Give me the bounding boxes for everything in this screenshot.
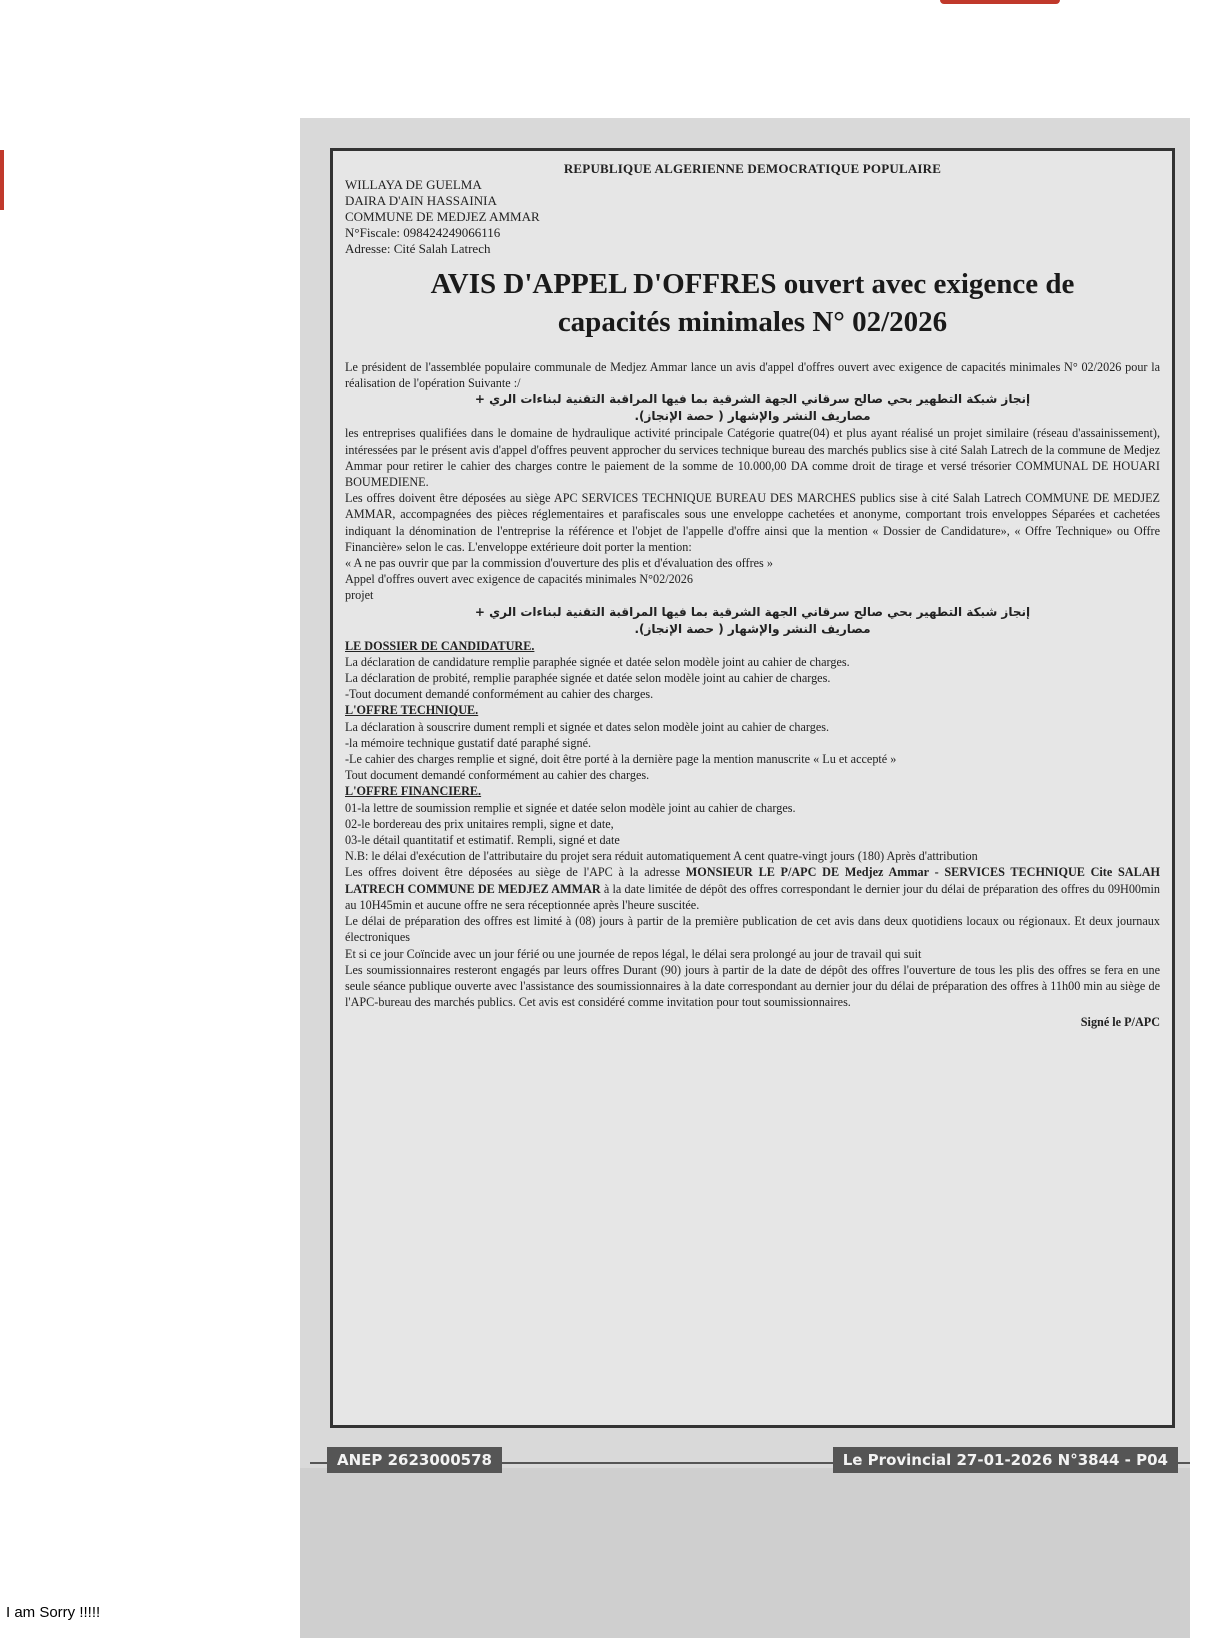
deposit-text-start: Les offres doivent être déposées au siège de l'APC à la adresse	[345, 865, 686, 880]
project-arabic-repeat-2: مصاريف النشر والإشهار ( حصة الإنجاز).	[634, 621, 871, 636]
project-arabic-line-2: مصاريف النشر والإشهار ( حصة الإنجاز).	[634, 409, 871, 424]
deposit-address: MONSIEUR LE P/APC DE Medjez Ammar - SERVICES TECHNIQUE Cite SALAH LATRECH COMMUNE DE MEDJEZ AMMAR	[345, 865, 1160, 896]
projet-label: projet	[345, 588, 374, 603]
technique-item: -Le cahier des charges remplie et signé, doit être porté à la dernière page la mention manuscrite « Lu et accepté »	[345, 752, 897, 767]
top-red-mark	[940, 0, 1060, 4]
tender-notice	[330, 148, 1175, 1469]
deposit-text-end: à la date limitée de dépôt des offres correspondant le dernier jour du délai de préparation des offres du 09H00min au 10H45min et aucune offre ne sera réceptionnée après l'heure suscitée.	[345, 881, 1160, 912]
mention-paragraph: « A ne pas ouvrir que par la commission d'ouverture des plis et d'évaluation des offres »	[345, 556, 773, 571]
financiere-item: 03-le détail quantitatif et estimatif. Rempli, signé et date	[345, 833, 620, 848]
appel-paragraph: Appel d'offres ouvert avec exigence de capacités minimales N°02/2026	[345, 572, 693, 587]
financiere-heading: L'OFFRE FINANCIERE.	[345, 784, 482, 799]
anep-reference-badge: ANEP 2623000578	[327, 1447, 502, 1473]
fiscal-number-line: N°Fiscale: 098424249066116	[345, 225, 501, 240]
candidature-item: La déclaration de probité, remplie paraphée signée et datée selon modèle joint au cahier de charges.	[345, 671, 831, 686]
page-lower-area	[300, 1468, 1190, 1638]
financiere-item: 01-la lettre de soumission remplie et signée et datée selon modèle joint au cahier de charges.	[345, 800, 796, 815]
enterprises-paragraph: les entreprises qualifiées dans le domaine de hydraulique activité principale Catégorie quatre(04) et plus ayant réalisé un projet similaire (réseau d'assainissement), intéressées par le présent avis d'appel d'offres peuvent approcher du services technique bureau des marchés publics sise à cité Salah Latrech de la commune de Medjez Ammar pour retirer le cahier des charges contre le paiement de la somme de 10.000,00 DA comme droit de tirage et versé trésorier COMMUNAL DE HOUARI BOUMEDIENE.	[345, 426, 1160, 490]
left-red-mark	[0, 150, 4, 210]
caption-text: I am Sorry !!!!!	[6, 1604, 101, 1621]
technique-heading: L'OFFRE TECHNIQUE.	[345, 703, 479, 718]
technique-item: La déclaration à souscrire dument rempli et signée et dates selon modèle joint au cahier de charges.	[345, 719, 830, 734]
financiere-item: 02-le bordereau des prix unitaires rempli, signe et date,	[345, 816, 614, 831]
notice-body	[345, 359, 1160, 1031]
title-line-1: AVIS D'APPEL D'OFFRES ouvert avec exigence de	[430, 268, 1075, 300]
offers-paragraph: Les offres doivent être déposées au siège APC SERVICES TECHNIQUE BUREAU DES MARCHES publics sise à cité Salah Latrech COMMUNE DE MEDJEZ AMMAR, accompagnées des pièces réglementaires et parafiscales sous une enveloppe cachetées et anonyme, comportant trois enveloppes Séparées et cachetées indiquant la dénomination de l'entreprise la référence et l'objet de l'appelle d'offre ainsi que la mention « Dossier de Candidature», « Offre Technique» ou Offre Financière» selon le cas. L'enveloppe extérieure doit porter la mention:	[345, 491, 1160, 554]
deposit-paragraph	[345, 864, 1160, 913]
republic-heading: REPUBLIQUE ALGERIENNE DEMOCRATIQUE POPULAIRE	[563, 161, 942, 176]
wilaya-line: WILLAYA DE GUELMA	[345, 177, 482, 192]
candidature-item: -Tout document demandé conformément au cahier des charges.	[345, 687, 654, 702]
delay-paragraph: Le délai de préparation des offres est limité à (08) jours à partir de la première publication de cet avis dans deux quotidiens locaux ou régionaux. Et deux journaux électroniques	[345, 914, 1160, 945]
project-arabic-repeat-1: إنجاز شبكة التطهير بحي صالح سرقاني الجهة الشرقية بما فيها المراقبة التقنية لبناءات الري +	[474, 604, 1031, 619]
address-line: Adresse: Cité Salah Latrech	[345, 241, 491, 256]
issuer-block	[345, 177, 1160, 257]
notice-title	[345, 265, 1160, 341]
technique-item: -la mémoire technique gustatif daté paraphé signé.	[345, 735, 592, 750]
notice-footer	[333, 1447, 1172, 1477]
daira-line: DAIRA D'AIN HASSAINIA	[345, 193, 497, 208]
technique-item: Tout document demandé conformément au cahier des charges.	[345, 768, 650, 783]
commitment-paragraph: Les soumissionnaires resteront engagés par leurs offres Durant (90) jours à partir de la date de dépôt des offres l'ouverture de tous les plis des offres se fera en une seule séance publique ouverte avec l'assistance des soumissionnaires à la date correspondant au dernier jour du délai de préparation des offres à 11h00 min au siège de l'APC-bureau des marchés publics. Cet avis est considéré comme invitation pour tout soumissionnaires.	[345, 962, 1160, 1010]
publication-badge: Le Provincial 27-01-2026 N°3844 - P04	[833, 1447, 1178, 1473]
project-arabic-line-1: إنجاز شبكة التطهير بحي صالح سرقاني الجهة الشرقية بما فيها المراقبة التقنية لبناءات الري +	[474, 392, 1031, 407]
candidature-item: La déclaration de candidature remplie paraphée signée et datée selon modèle joint au cahier de charges.	[345, 654, 850, 669]
intro-paragraph: Le président de l'assemblée populaire communale de Medjez Ammar lance un avis d'appel d'offres ouvert avec exigence de capacités minimales N° 02/2026 pour la réalisation de l'opération Suivante :/	[345, 360, 1160, 391]
candidature-heading: LE DOSSIER DE CANDIDATURE.	[345, 638, 535, 653]
signature-line: Signé le P/APC	[1080, 1015, 1160, 1030]
nb-paragraph: N.B: le délai d'exécution de l'attributaire du projet sera réduit automatiquement A cent quatre-vingt jours (180) Après d'attribution	[345, 849, 978, 864]
holiday-paragraph: Et si ce jour Coïncide avec un jour férié ou une journée de repos légal, le délai sera prolongé au jour de travail qui suit	[345, 946, 922, 961]
commune-line: COMMUNE DE MEDJEZ AMMAR	[345, 209, 540, 224]
title-line-2: capacités minimales N° 02/2026	[557, 306, 948, 338]
